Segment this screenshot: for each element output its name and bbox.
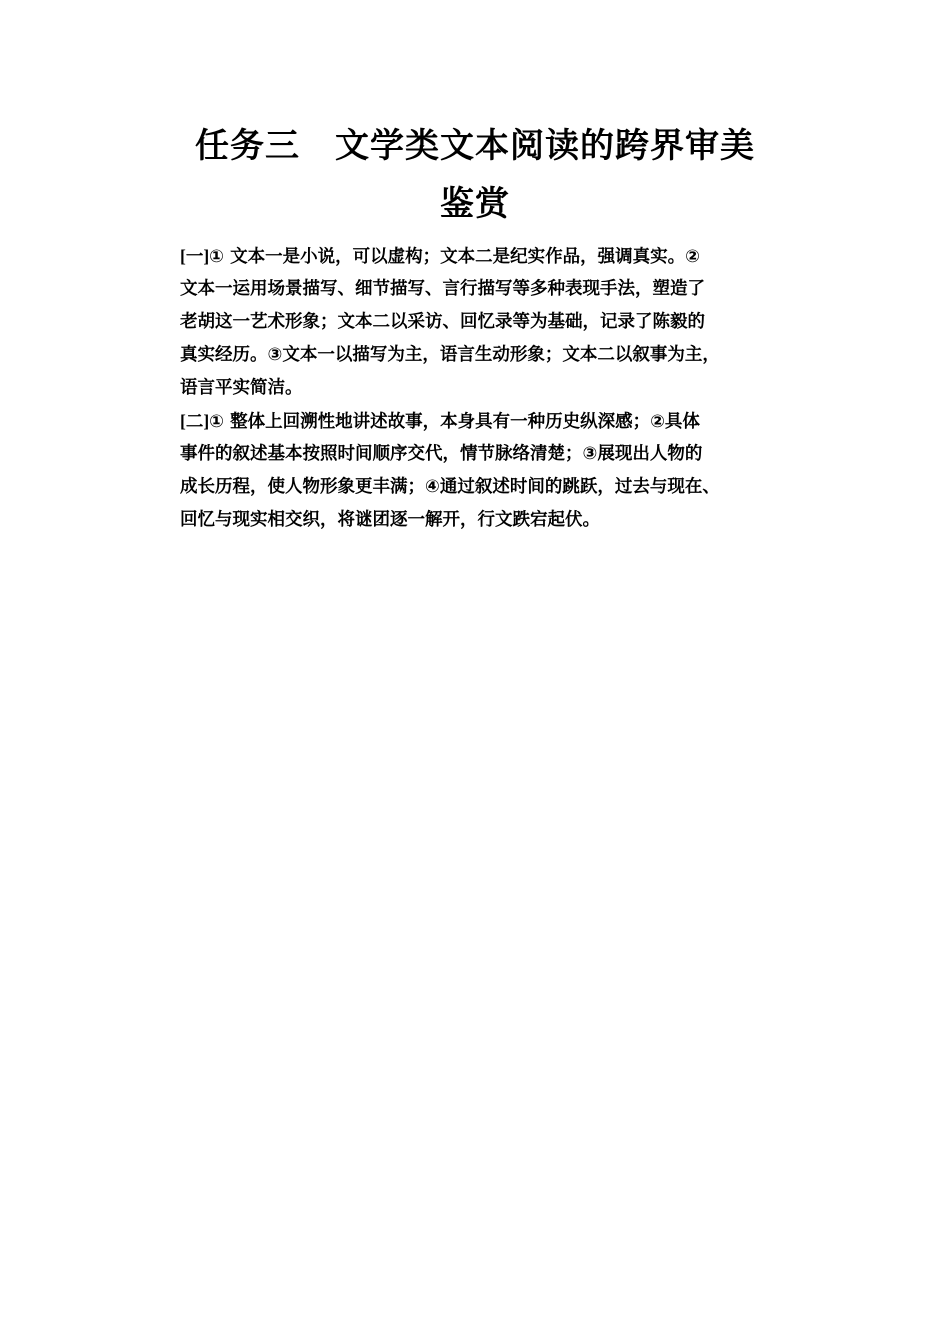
answer-1-tag: [一]	[180, 246, 210, 266]
answer-2-line-1	[180, 405, 780, 438]
answer-1-line-1	[180, 240, 780, 273]
answer-1-line-4: 真实经历。③文本一以描写为主，语言生动形象；文本二以叙事为主，	[180, 345, 720, 365]
answer-1-line-1-text: ① 文本一是小说，可以虚构；文本二是纪实作品，强调真实。②	[209, 247, 700, 267]
answer-1-line-5: 语言平实简洁。	[180, 378, 303, 398]
answer-item-2	[180, 405, 780, 537]
answer-2-line-4: 回忆与现实相交织，将谜团逐一解开，行文跌宕起伏。	[180, 510, 600, 530]
answer-1-line-2: 文本一运用场景描写、细节描写、言行描写等多种表现手法，塑造了	[180, 279, 705, 299]
page-title	[170, 120, 780, 230]
answer-2-tag: [二]	[180, 411, 210, 431]
title-line-1: 任务三 文学类文本阅读的跨界审美	[195, 126, 755, 166]
answer-item-1	[180, 240, 780, 405]
answer-2-line-3: 成长历程，使人物形象更丰满；④通过叙述时间的跳跃，过去与现在、	[180, 477, 720, 497]
answer-1-line-3: 老胡这一艺术形象；文本二以采访、回忆录等为基础，记录了陈毅的	[180, 312, 705, 332]
answer-2-line-2: 事件的叙述基本按照时间顺序交代，情节脉络清楚；③展现出人物的	[180, 444, 703, 464]
answer-2-line-1-text: ① 整体上回溯性地讲述故事，本身具有一种历史纵深感；②具体	[209, 412, 700, 432]
answer-section	[180, 240, 780, 537]
title-line-2: 鉴赏	[440, 184, 510, 224]
